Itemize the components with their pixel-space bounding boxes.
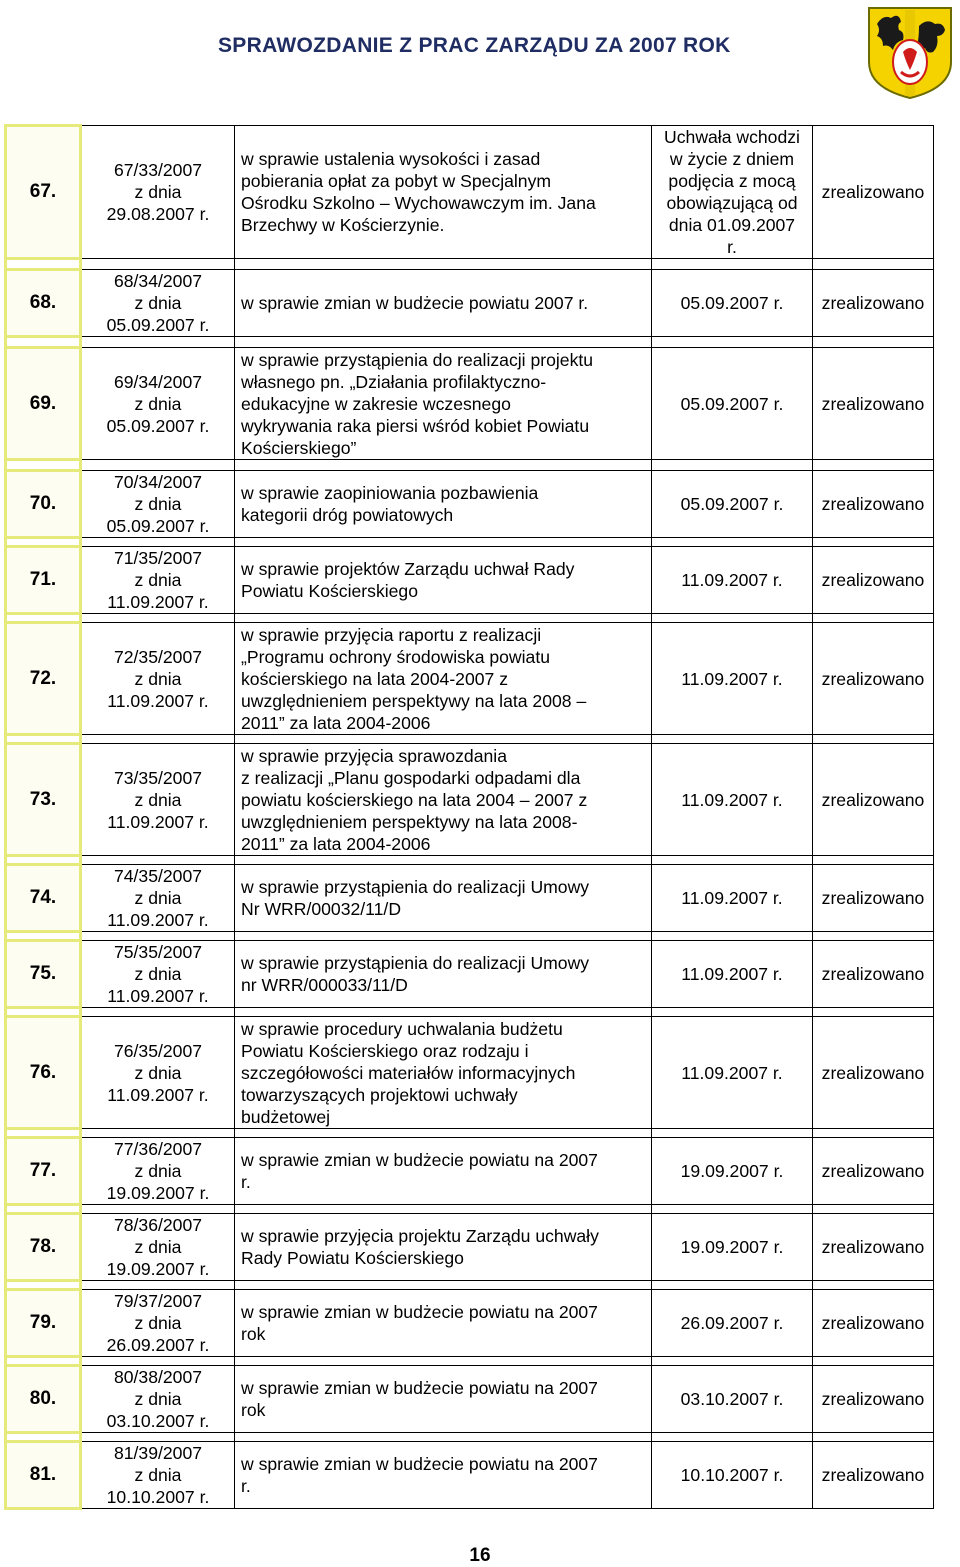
effective-date-cell (652, 623, 813, 735)
subject-cell (235, 547, 652, 614)
row-number: 70. (6, 471, 81, 538)
effective-date-cell (652, 471, 813, 538)
text-line: z dnia (134, 888, 182, 908)
text-line: Kościerskiego” (241, 437, 357, 458)
table-row (6, 1138, 934, 1205)
resolution-cell (81, 1017, 235, 1129)
row-number: 69. (6, 348, 81, 460)
table-row (6, 1442, 934, 1509)
text-line: 81/39/2007 (113, 1443, 203, 1463)
text-line: kategorii dróg powiatowych (241, 505, 454, 525)
text-line: 11.09.2007 r. (107, 1084, 209, 1105)
effective-date-cell (652, 1017, 813, 1129)
text-line: 10.10.2007 r. (106, 1487, 210, 1507)
text-line: 11.09.2007 r. (107, 986, 209, 1006)
effective-date-cell (652, 1214, 813, 1281)
text-line: Rady Powiatu Kościerskiego (241, 1248, 464, 1268)
subject-cell (235, 744, 652, 856)
resolution-cell (81, 744, 235, 856)
resolutions-table (4, 124, 934, 1510)
text-line: 2011” za lata 2004-2006 (241, 712, 431, 733)
status-cell: zrealizowano (813, 1290, 934, 1357)
text-line: 71/35/2007 (113, 548, 203, 568)
text-line: 67/33/2007 (113, 160, 203, 180)
text-line: szczegółowości materiałów informacyjnych (241, 1062, 576, 1083)
text-line: w sprawie projektów Zarządu uchwał Rady (241, 559, 575, 579)
text-line: 03.10.2007 r. (680, 1389, 784, 1409)
status-cell: zrealizowano (813, 1017, 934, 1129)
subject-cell (235, 1442, 652, 1509)
row-separator (6, 932, 934, 941)
resolution-cell (81, 1138, 235, 1205)
subject-cell (235, 1366, 652, 1433)
text-line: Ośrodku Szkolno – Wychowawczym im. Jana (241, 193, 596, 213)
text-line: w sprawie przyjęcia raportu z realizacji (241, 624, 542, 645)
effective-date-cell (652, 1138, 813, 1205)
text-line: 68/34/2007 (113, 271, 203, 291)
text-line: z dnia (134, 182, 182, 202)
row-number: 67. (6, 126, 81, 259)
text-line: w życie z dniem (669, 149, 795, 169)
subject-cell (235, 1214, 652, 1281)
text-line: 72/35/2007 (113, 646, 203, 667)
text-line: 11.09.2007 r. (681, 570, 783, 590)
resolution-cell (81, 1366, 235, 1433)
text-line: w sprawie zmian w budżecie powiatu na 2007 (241, 1302, 598, 1322)
text-line: 77/36/2007 (113, 1139, 203, 1159)
subject-cell (235, 865, 652, 932)
text-line: podjęcia z mocą (668, 171, 796, 191)
text-line: z dnia (134, 1237, 182, 1257)
text-line: obowiązującą od (666, 193, 798, 213)
text-line: z dnia (134, 1161, 182, 1181)
row-separator (6, 1205, 934, 1214)
row-number: 80. (6, 1366, 81, 1433)
status-cell: zrealizowano (813, 348, 934, 460)
resolution-cell (81, 270, 235, 337)
text-line: 03.10.2007 r. (106, 1411, 210, 1431)
text-line: r. (241, 1476, 251, 1496)
resolution-cell (81, 623, 235, 735)
effective-date-cell (652, 1290, 813, 1357)
text-line: z dnia (134, 494, 182, 514)
table-row (6, 471, 934, 538)
resolution-cell (81, 1290, 235, 1357)
text-line: 05.09.2007 r. (680, 293, 784, 313)
text-line: z dnia (134, 1313, 182, 1333)
row-number: 73. (6, 744, 81, 856)
row-number: 78. (6, 1214, 81, 1281)
text-line: 11.09.2007 r. (681, 1062, 783, 1083)
text-line: r. (727, 237, 737, 257)
text-line: z dnia (134, 964, 182, 984)
text-line: 19.09.2007 r. (680, 1161, 784, 1181)
effective-date-cell (652, 1442, 813, 1509)
text-line: 11.09.2007 r. (107, 592, 209, 612)
resolution-cell (81, 1214, 235, 1281)
resolution-cell (81, 941, 235, 1008)
row-number: 75. (6, 941, 81, 1008)
status-cell: zrealizowano (813, 1366, 934, 1433)
resolution-cell (81, 547, 235, 614)
status-cell: zrealizowano (813, 270, 934, 337)
text-line: 75/35/2007 (113, 942, 203, 962)
text-line: z dnia (134, 789, 182, 810)
page-title: SPRAWOZDANIE Z PRAC ZARZĄDU ZA 2007 ROK (218, 34, 731, 57)
row-number: 81. (6, 1442, 81, 1509)
table-row (6, 126, 934, 259)
text-line: w sprawie zmian w budżecie powiatu 2007 r. (241, 293, 589, 313)
resolution-cell (81, 471, 235, 538)
text-line: 69/34/2007 (113, 371, 203, 392)
table-row (6, 1214, 934, 1281)
text-line: Uchwała wchodzi (664, 127, 800, 147)
text-line: 05.09.2007 r. (680, 494, 784, 514)
status-cell: zrealizowano (813, 1442, 934, 1509)
resolution-cell (81, 126, 235, 259)
row-separator (6, 538, 934, 547)
text-line: 29.08.2007 r. (106, 204, 210, 224)
text-line: towarzyszących projektowi uchwały (241, 1084, 518, 1105)
text-line: w sprawie przystąpienia do realizacji projektu (241, 349, 594, 370)
text-line: budżetowej (241, 1106, 331, 1127)
text-line: w sprawie procedury uchwalania budżetu (241, 1018, 563, 1039)
text-line: 05.09.2007 r. (106, 516, 210, 536)
text-line: z dnia (134, 1062, 182, 1083)
table-row (6, 547, 934, 614)
text-line: „Programu ochrony środowiska powiatu (241, 646, 551, 667)
row-separator (6, 856, 934, 865)
text-line: z dnia (134, 570, 182, 590)
text-line: 2011” za lata 2004-2006 (241, 833, 431, 854)
page-number: 16 (469, 1545, 491, 1566)
text-line: kościerskiego na lata 2004-2007 z (241, 668, 509, 689)
text-line: 11.09.2007 r. (681, 668, 783, 689)
row-separator (6, 1008, 934, 1017)
subject-cell (235, 1017, 652, 1129)
text-line: 26.09.2007 r. (680, 1313, 784, 1333)
resolution-cell (81, 865, 235, 932)
row-separator (6, 1129, 934, 1138)
table-row (6, 623, 934, 735)
text-line: w sprawie przystąpienia do realizacji Umowy (241, 877, 590, 897)
text-line: z dnia (134, 393, 182, 414)
text-line: 80/38/2007 (113, 1367, 203, 1387)
text-line: Brzechwy w Kościerzynie. (241, 215, 445, 235)
row-separator (6, 1433, 934, 1442)
text-line: r. (241, 1172, 251, 1192)
row-number: 72. (6, 623, 81, 735)
resolution-cell (81, 348, 235, 460)
text-line: 70/34/2007 (113, 472, 203, 492)
text-line: edukacyjne w zakresie wczesnego (241, 393, 511, 414)
row-separator (6, 337, 934, 348)
text-line: Powiatu Kościerskiego (241, 581, 419, 601)
row-separator (6, 460, 934, 471)
effective-date-cell (652, 547, 813, 614)
row-number: 71. (6, 547, 81, 614)
table-row (6, 348, 934, 460)
text-line: Powiatu Kościerskiego oraz rodzaju i (241, 1040, 529, 1061)
text-line: w sprawie zmian w budżecie powiatu na 2007 (241, 1454, 598, 1474)
text-line: Nr WRR/00032/11/D (241, 899, 402, 919)
text-line: z dnia (134, 293, 182, 313)
resolution-cell (81, 1442, 235, 1509)
text-line: dnia 01.09.2007 (668, 215, 796, 235)
text-line: z dnia (134, 1465, 182, 1485)
subject-cell (235, 623, 652, 735)
row-separator (6, 614, 934, 623)
table-row (6, 1366, 934, 1433)
text-line: nr WRR/000033/11/D (241, 975, 408, 995)
table-row (6, 1290, 934, 1357)
text-line: 79/37/2007 (113, 1291, 203, 1311)
effective-date-cell (652, 348, 813, 460)
subject-cell (235, 1290, 652, 1357)
text-line: rok (241, 1324, 266, 1344)
text-line: w sprawie przystąpienia do realizacji Umowy (241, 953, 590, 973)
subject-cell (235, 471, 652, 538)
subject-cell (235, 1138, 652, 1205)
row-separator (6, 735, 934, 744)
effective-date-cell (652, 270, 813, 337)
status-cell: zrealizowano (813, 1138, 934, 1205)
status-cell: zrealizowano (813, 1214, 934, 1281)
text-line: pobierania opłat za pobyt w Specjalnym (241, 171, 552, 191)
status-cell: zrealizowano (813, 471, 934, 538)
table-row (6, 865, 934, 932)
row-number: 68. (6, 270, 81, 337)
text-line: 76/35/2007 (113, 1040, 203, 1061)
row-number: 76. (6, 1017, 81, 1129)
status-cell: zrealizowano (813, 623, 934, 735)
text-line: 19.09.2007 r. (106, 1183, 210, 1203)
subject-cell (235, 270, 652, 337)
effective-date-cell (652, 744, 813, 856)
text-line: 05.09.2007 r. (106, 415, 210, 436)
subject-cell (235, 348, 652, 460)
text-line: w sprawie ustalenia wysokości i zasad (241, 149, 541, 169)
text-line: 05.09.2007 r. (106, 315, 210, 335)
table-row (6, 941, 934, 1008)
table-row (6, 1017, 934, 1129)
text-line: własnego pn. „Działania profilaktyczno- (241, 371, 547, 392)
text-line: uwzględnieniem perspektywy na lata 2008 – (241, 690, 587, 711)
effective-date-cell (652, 1366, 813, 1433)
status-cell: zrealizowano (813, 744, 934, 856)
effective-date-cell (652, 865, 813, 932)
text-line: 74/35/2007 (113, 866, 203, 886)
text-line: 11.09.2007 r. (681, 789, 783, 810)
text-line: z dnia (134, 668, 182, 689)
text-line: 11.09.2007 r. (107, 690, 209, 711)
text-line: wykrywania raka piersi wśród kobiet Powiatu (241, 415, 590, 436)
text-line: 78/36/2007 (113, 1215, 203, 1235)
text-line: 19.09.2007 r. (680, 1237, 784, 1257)
row-separator (6, 1281, 934, 1290)
text-line: uwzględnieniem perspektywy na lata 2008- (241, 811, 578, 832)
row-separator (6, 1357, 934, 1366)
text-line: rok (241, 1400, 266, 1420)
effective-date-cell (652, 941, 813, 1008)
subject-cell (235, 941, 652, 1008)
status-cell: zrealizowano (813, 941, 934, 1008)
text-line: 05.09.2007 r. (680, 393, 784, 414)
status-cell: zrealizowano (813, 547, 934, 614)
row-number: 77. (6, 1138, 81, 1205)
text-line: w sprawie zaopiniowania pozbawienia (241, 483, 539, 503)
text-line: 73/35/2007 (113, 767, 203, 788)
text-line: w sprawie zmian w budżecie powiatu na 2007 (241, 1378, 598, 1398)
row-number: 79. (6, 1290, 81, 1357)
text-line: 11.09.2007 r. (681, 964, 783, 984)
text-line: powiatu kościerskiego na lata 2004 – 2007 z (241, 789, 588, 810)
text-line: 19.09.2007 r. (106, 1259, 210, 1279)
text-line: z realizacji „Planu gospodarki odpadami dla (241, 767, 581, 788)
powiat-coat-of-arms-icon (865, 4, 955, 100)
text-line: w sprawie zmian w budżecie powiatu na 2007 (241, 1150, 598, 1170)
text-line: z dnia (134, 1389, 182, 1409)
text-line: w sprawie przyjęcia sprawozdania (241, 745, 507, 766)
subject-cell (235, 126, 652, 259)
text-line: w sprawie przyjęcia projektu Zarządu uchwały (241, 1226, 599, 1246)
text-line: 26.09.2007 r. (106, 1335, 210, 1355)
text-line: 11.09.2007 r. (681, 888, 783, 908)
table-row (6, 270, 934, 337)
table-row (6, 744, 934, 856)
text-line: 11.09.2007 r. (107, 811, 209, 832)
row-number: 74. (6, 865, 81, 932)
effective-date-cell (652, 126, 813, 259)
row-separator (6, 259, 934, 270)
status-cell: zrealizowano (813, 126, 934, 259)
status-cell: zrealizowano (813, 865, 934, 932)
text-line: 10.10.2007 r. (680, 1465, 784, 1485)
text-line: 11.09.2007 r. (107, 910, 209, 930)
